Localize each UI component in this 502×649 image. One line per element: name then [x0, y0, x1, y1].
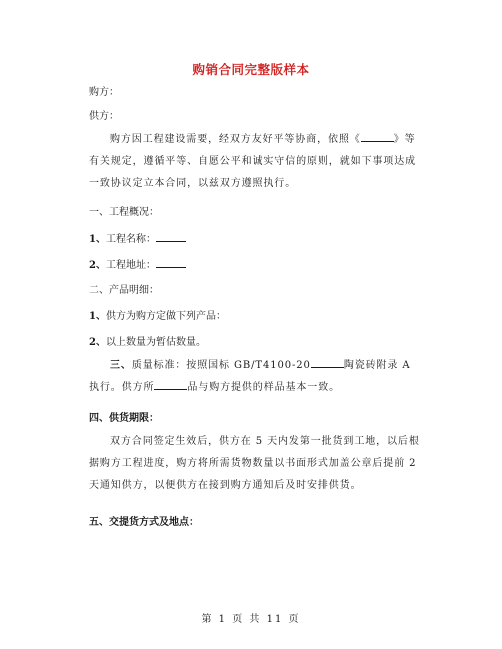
preamble-paragraph: [89, 129, 420, 195]
section-3-mid: 陶瓷砖附录 A 执行。供方所: [89, 360, 411, 393]
section-3-tail: 品与购方提供的样品基本一致。: [187, 382, 341, 393]
project-address-blank: [156, 258, 186, 268]
section-4-paragraph: 双方合同签定生效后，供方在 5 天内发第一批货到工地，以后根据购方工程进度，购方将所需货物数量以书面形式加盖公章后提前 2 天通知供方，以便供方在接到购方通知后及时安排供货。: [89, 436, 420, 491]
project-address-label: 工程地址：: [105, 260, 156, 271]
supplier-label: 供方：: [89, 111, 119, 122]
project-name-line: [89, 232, 186, 246]
section-5-heading: 五、交提货方式及地点：: [89, 517, 199, 528]
product-item-2-text: 以上数量为暂估数量。: [105, 337, 206, 348]
item-number: 1、: [89, 234, 106, 245]
standard-year-blank: [311, 358, 344, 368]
item-number: 2、: [89, 337, 106, 348]
preamble-before: 购方因工程建设需要，经双方友好平等协商，依照《: [110, 134, 361, 145]
section-2-heading: 二、产品明细：: [89, 285, 159, 296]
section-3-number: 三、: [110, 360, 132, 371]
law-name-blank: [361, 132, 394, 142]
preamble-after: 》等有关规定，遵循平等、自愿公平和诚实守信的原则，就如下事项达成一致协议定立本合同，以兹双方遵照执行。: [89, 134, 416, 189]
buyer-label: 购方：: [89, 87, 119, 98]
project-name-blank: [156, 232, 186, 242]
section-4-heading: 四、供货期限：: [89, 413, 159, 424]
page-number: 第 1 页 共 11 页: [201, 614, 301, 625]
item-number: 1、: [89, 311, 106, 322]
product-item-2: [89, 336, 206, 349]
item-number: 2、: [89, 260, 106, 271]
document-title: 购销合同完整版样本: [192, 62, 310, 77]
section-1-heading: 一、工程概况：: [89, 207, 159, 218]
project-address-line: [89, 258, 186, 272]
supplier-product-blank: [154, 380, 187, 390]
section-3-lead: 质量标准：按照国标 GB/T4100-20: [131, 360, 311, 371]
product-item-1-text: 供方为购方定做下列产品：: [105, 311, 226, 322]
product-item-1: [89, 310, 226, 323]
project-name-label: 工程名称：: [105, 234, 156, 245]
section-3-paragraph: [89, 355, 420, 399]
